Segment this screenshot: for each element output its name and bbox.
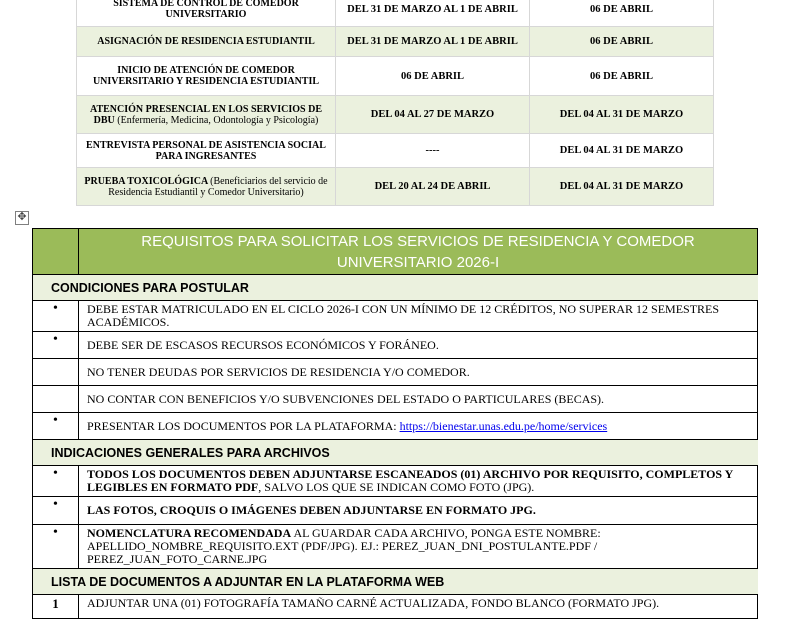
schedule-row (77, 134, 714, 168)
list-item (33, 466, 758, 497)
bullet-dot-icon: • (33, 466, 79, 497)
schedule-date: DEL 04 AL 31 DE MARZO (530, 96, 714, 134)
schedule-date: 06 DE ABRIL (530, 0, 714, 27)
file-rule: TODOS LOS DOCUMENTOS DEBEN ADJUNTARSE ESCANEADOS (01) ARCHIVO POR REQUISITO, COMPLETOS Y LEGIBLES EN FORMATO PDF, SALVO LOS QUE SE INDICAN COMO FOTO (JPG). (79, 466, 758, 497)
schedule-activity: PRUEBA TOXICOLÓGICA (Beneficiarios del servicio de Residencia Estudiantil y Comedor Universitario) (77, 168, 336, 206)
bullet-dot-icon: • (33, 301, 79, 332)
schedule-period: DEL 31 DE MARZO AL 1 DE ABRIL (336, 27, 530, 57)
list-item (33, 525, 758, 569)
schedule-period: DEL 31 DE MARZO AL 1 DE ABRIL (336, 0, 530, 27)
conditions-heading: CONDICIONES PARA POSTULAR (33, 275, 758, 301)
docs-heading: LISTA DE DOCUMENTOS A ADJUNTAR EN LA PLATAFORMA WEB (33, 569, 758, 595)
bullet-dot-icon: • (33, 497, 79, 525)
schedule-row (77, 96, 714, 134)
list-item (33, 359, 758, 386)
files-heading: INDICACIONES GENERALES PARA ARCHIVOS (33, 440, 758, 466)
list-item (33, 386, 758, 413)
platform-item: PRESENTAR LOS DOCUMENTOS POR LA PLATAFORMA: https://bienestar.unas.edu.pe/home/services (79, 413, 758, 440)
condition-text: NO TENER DEUDAS POR SERVICIOS DE RESIDENCIA Y/O COMEDOR. (79, 359, 758, 386)
list-item (33, 497, 758, 525)
platform-link[interactable]: https://bienestar.unas.edu.pe/home/services (399, 418, 608, 433)
list-item (33, 413, 758, 440)
schedule-date: DEL 04 AL 31 DE MARZO (530, 134, 714, 168)
schedule-activity: ENTREVISTA PERSONAL DE ASISTENCIA SOCIAL PARA INGRESANTES (77, 134, 336, 168)
schedule-period: DEL 04 AL 27 DE MARZO (336, 96, 530, 134)
schedule-date: DEL 04 AL 31 DE MARZO (530, 168, 714, 206)
list-item (33, 595, 758, 619)
move-cross-icon[interactable]: ✥ (15, 211, 29, 225)
schedule-row (77, 0, 714, 27)
list-item (33, 332, 758, 359)
schedule-row (77, 27, 714, 57)
schedule-activity-note: (Enfermería, Medicina, Odontología y Psicología) (117, 114, 319, 126)
bullet-dot-icon: • (33, 332, 79, 359)
section-heading-row (33, 569, 758, 595)
condition-text: DEBE SER DE ESCASOS RECURSOS ECONÓMICOS Y FORÁNEO. (79, 332, 758, 359)
list-item (33, 301, 758, 332)
doc-number: 1 (33, 595, 79, 619)
requirements-header-row (33, 229, 758, 275)
schedule-period: DEL 20 AL 24 DE ABRIL (336, 168, 530, 206)
bullet-dot-icon: • (33, 525, 79, 569)
schedule-date: 06 DE ABRIL (530, 57, 714, 96)
schedule-activity: ASIGNACIÓN DE RESIDENCIA ESTUDIANTIL (77, 27, 336, 57)
file-rule: NOMENCLATURA RECOMENDADA AL GUARDAR CADA ARCHIVO, PONGA ESTE NOMBRE: APELLIDO_NOMBRE_REQUISITO.EXT (PDF/JPG). EJ.: PEREZ_JUAN_DNI_POSTULANTE.PDF / PEREZ_JUAN_FOTO_CARNE.JPG (79, 525, 758, 569)
schedule-row (77, 168, 714, 206)
schedule-period: ---- (336, 134, 530, 168)
schedule-period: 06 DE ABRIL (336, 57, 530, 96)
condition-text: DEBE ESTAR MATRICULADO EN EL CICLO 2026-I CON UN MÍNIMO DE 12 CRÉDITOS, NO SUPERAR 12 SEMESTRES ACADÉMICOS. (79, 301, 758, 332)
condition-text: NO CONTAR CON BENEFICIOS Y/O SUBVENCIONES DEL ESTADO O PARTICULARES (BECAS). (79, 386, 758, 413)
schedule-activity: SISTEMA DE CONTROL DE COMEDOR UNIVERSITARIO (77, 0, 336, 27)
section-heading-row (33, 440, 758, 466)
section-heading-row (33, 275, 758, 301)
schedule-row (77, 57, 714, 96)
requirements-table (32, 228, 758, 619)
requirements-title: REQUISITOS PARA SOLICITAR LOS SERVICIOS DE RESIDENCIA Y COMEDOR UNIVERSITARIO 2026-I (79, 229, 758, 275)
schedule-date: 06 DE ABRIL (530, 27, 714, 57)
doc-text: ADJUNTAR UNA (01) FOTOGRAFÍA TAMAÑO CARNÉ ACTUALIZADA, FONDO BLANCO (FORMATO JPG). (79, 595, 758, 619)
schedule-activity: INICIO DE ATENCIÓN DE COMEDOR UNIVERSITARIO Y RESIDENCIA ESTUDIANTIL (77, 57, 336, 96)
bullet-dot-icon: • (33, 413, 79, 440)
schedule-activity: ATENCIÓN PRESENCIAL EN LOS SERVICIOS DE DBU (Enfermería, Medicina, Odontología y Psicología) (77, 96, 336, 134)
schedule-activity-note: (Beneficiarios del servicio de Residencia Estudiantil y Comedor Universitario) (108, 175, 328, 198)
schedule-table (76, 0, 714, 206)
file-rule: LAS FOTOS, CROQUIS O IMÁGENES DEBEN ADJUNTARSE EN FORMATO JPG. (79, 497, 758, 525)
